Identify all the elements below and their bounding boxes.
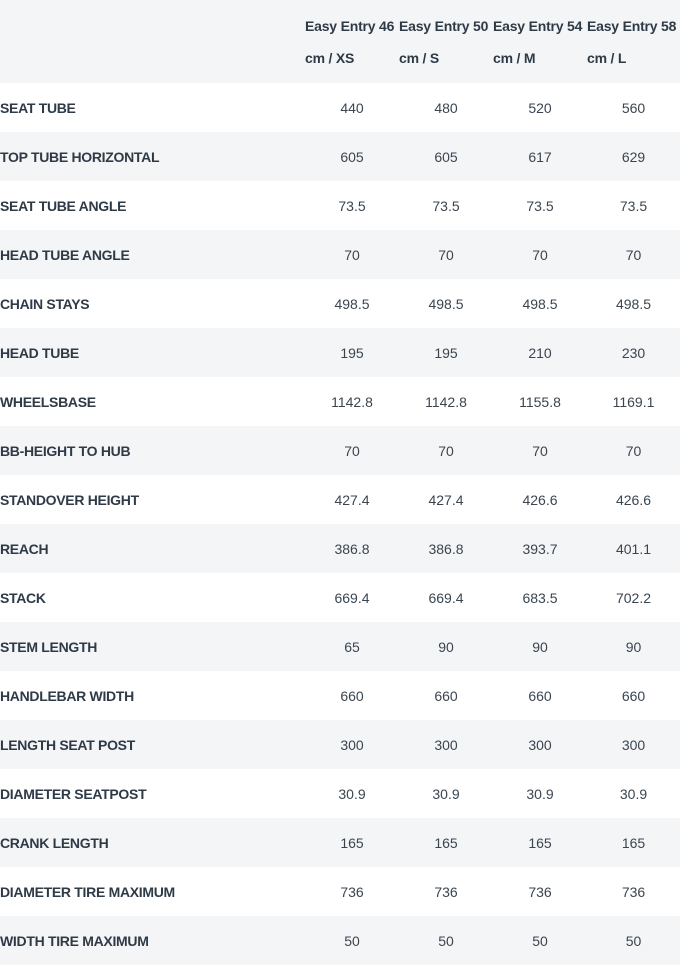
header-model-name: Easy Entry 50 bbox=[399, 18, 489, 34]
table-cell: 736 bbox=[340, 883, 364, 900]
table-cell: 70 bbox=[438, 246, 454, 263]
row-label: TOP TUBE HORIZONTAL bbox=[0, 148, 160, 165]
table-row bbox=[0, 769, 680, 818]
table-cell: 70 bbox=[625, 246, 642, 263]
table-row bbox=[0, 475, 680, 524]
table-cell: 300 bbox=[434, 736, 458, 753]
table-cell: 498.5 bbox=[615, 295, 652, 312]
table-cell: 230 bbox=[621, 344, 646, 361]
header-row bbox=[0, 0, 680, 83]
row-label: WIDTH TIRE MAXIMUM bbox=[0, 932, 149, 949]
header-size-label: cm / S bbox=[399, 50, 440, 66]
table-cell: 736 bbox=[434, 883, 458, 900]
table-cell: 50 bbox=[438, 932, 454, 949]
table-cell: 1142.8 bbox=[425, 393, 467, 410]
table-row bbox=[0, 916, 680, 965]
table-header bbox=[0, 0, 680, 83]
table-cell: 73.5 bbox=[526, 197, 554, 214]
table-cell: 1169.1 bbox=[612, 393, 655, 410]
table-cell: 426.6 bbox=[522, 491, 558, 508]
table-cell: 70 bbox=[438, 442, 454, 459]
table-cell: 70 bbox=[532, 246, 548, 263]
header-size-l bbox=[587, 0, 680, 83]
table-cell: 669.4 bbox=[428, 589, 464, 606]
table-cell: 90 bbox=[532, 638, 548, 655]
table-cell: 736 bbox=[528, 883, 552, 900]
table-cell: 90 bbox=[625, 638, 642, 655]
row-label: STANDOVER HEIGHT bbox=[0, 491, 139, 508]
table-cell: 73.5 bbox=[619, 197, 648, 214]
table-cell: 560 bbox=[621, 99, 646, 116]
table-cell: 30.9 bbox=[526, 785, 554, 802]
table-cell: 300 bbox=[340, 736, 364, 753]
table-cell: 520 bbox=[528, 99, 552, 116]
table-cell: 73.5 bbox=[338, 197, 366, 214]
table-cell: 498.5 bbox=[522, 295, 558, 312]
header-model-name: Easy Entry 54 bbox=[493, 18, 583, 34]
table-cell: 165 bbox=[528, 834, 552, 851]
header-size-label: cm / M bbox=[493, 50, 536, 66]
row-label: STACK bbox=[0, 589, 46, 606]
table-cell: 195 bbox=[340, 344, 364, 361]
table-cell: 73.5 bbox=[432, 197, 460, 214]
row-label: SEAT TUBE ANGLE bbox=[0, 197, 127, 214]
row-label: CRANK LENGTH bbox=[0, 834, 109, 851]
table-cell: 300 bbox=[528, 736, 552, 753]
table-cell: 50 bbox=[532, 932, 548, 949]
header-size-s bbox=[399, 0, 493, 83]
table-cell: 498.5 bbox=[428, 295, 464, 312]
table-cell: 165 bbox=[434, 834, 458, 851]
table-body bbox=[0, 83, 680, 965]
table-cell: 393.7 bbox=[522, 540, 558, 557]
table-row bbox=[0, 720, 680, 769]
table-row bbox=[0, 818, 680, 867]
table-cell: 210 bbox=[528, 344, 552, 361]
row-label: HEAD TUBE ANGLE bbox=[0, 246, 130, 263]
table-cell: 1155.8 bbox=[519, 393, 561, 410]
table-cell: 426.6 bbox=[615, 491, 652, 508]
header-size-label: cm / L bbox=[587, 50, 627, 66]
table-cell: 660 bbox=[434, 687, 458, 704]
table-cell: 401.1 bbox=[615, 540, 652, 557]
table-row bbox=[0, 426, 680, 475]
table-cell: 50 bbox=[344, 932, 360, 949]
table-cell: 90 bbox=[438, 638, 454, 655]
table-row bbox=[0, 181, 680, 230]
table-cell: 605 bbox=[340, 148, 364, 165]
row-label: DIAMETER SEATPOST bbox=[0, 785, 147, 802]
row-label: LENGTH SEAT POST bbox=[0, 736, 135, 753]
table-row bbox=[0, 622, 680, 671]
table-cell: 165 bbox=[621, 834, 646, 851]
table-cell: 427.4 bbox=[428, 491, 464, 508]
row-label: BB-HEIGHT TO HUB bbox=[0, 442, 131, 459]
table-row bbox=[0, 83, 680, 132]
table-cell: 660 bbox=[340, 687, 364, 704]
table-cell: 70 bbox=[344, 246, 360, 263]
row-label: WHEELSBASE bbox=[0, 393, 96, 410]
row-label: REACH bbox=[0, 540, 49, 557]
table-cell: 702.2 bbox=[615, 589, 652, 606]
row-label: STEM LENGTH bbox=[0, 638, 98, 655]
table-row bbox=[0, 328, 680, 377]
table-cell: 683.5 bbox=[522, 589, 558, 606]
header-model-name: Easy Entry 46 bbox=[305, 18, 395, 34]
table-cell: 660 bbox=[528, 687, 552, 704]
table-cell: 440 bbox=[340, 99, 364, 116]
table-cell: 30.9 bbox=[432, 785, 460, 802]
table-cell: 1142.8 bbox=[331, 393, 373, 410]
table-row bbox=[0, 230, 680, 279]
table-cell: 605 bbox=[434, 148, 458, 165]
header-size-xs bbox=[305, 0, 399, 83]
table-cell: 300 bbox=[621, 736, 646, 753]
table-cell: 629 bbox=[621, 148, 646, 165]
header-label-cell bbox=[0, 0, 305, 83]
table-cell: 660 bbox=[621, 687, 646, 704]
header-size-m bbox=[493, 0, 587, 83]
table-cell: 427.4 bbox=[334, 491, 370, 508]
table-cell: 70 bbox=[532, 442, 548, 459]
table-row bbox=[0, 132, 680, 181]
table-cell: 480 bbox=[434, 99, 458, 116]
table-cell: 386.8 bbox=[334, 540, 370, 557]
header-size-label: cm / XS bbox=[305, 50, 355, 66]
table-cell: 30.9 bbox=[619, 785, 648, 802]
table-cell: 669.4 bbox=[334, 589, 370, 606]
table-row bbox=[0, 279, 680, 328]
table-cell: 65 bbox=[344, 638, 360, 655]
table-row bbox=[0, 377, 680, 426]
table-cell: 736 bbox=[621, 883, 646, 900]
row-label: CHAIN STAYS bbox=[0, 295, 90, 312]
table-cell: 165 bbox=[340, 834, 364, 851]
table-cell: 70 bbox=[344, 442, 360, 459]
table-row bbox=[0, 524, 680, 573]
table-row bbox=[0, 573, 680, 622]
table-row bbox=[0, 867, 680, 916]
row-label: DIAMETER TIRE MAXIMUM bbox=[0, 883, 175, 900]
row-label: HANDLEBAR WIDTH bbox=[0, 687, 134, 704]
table-cell: 30.9 bbox=[338, 785, 366, 802]
row-label: SEAT TUBE bbox=[0, 99, 76, 116]
table-cell: 617 bbox=[528, 148, 552, 165]
table-cell: 498.5 bbox=[334, 295, 370, 312]
table-cell: 50 bbox=[625, 932, 642, 949]
table-cell: 195 bbox=[434, 344, 458, 361]
row-label: HEAD TUBE bbox=[0, 344, 79, 361]
table-cell: 386.8 bbox=[428, 540, 464, 557]
header-model-name: Easy Entry 58 bbox=[587, 18, 677, 34]
table-cell: 70 bbox=[625, 442, 642, 459]
table-row bbox=[0, 671, 680, 720]
